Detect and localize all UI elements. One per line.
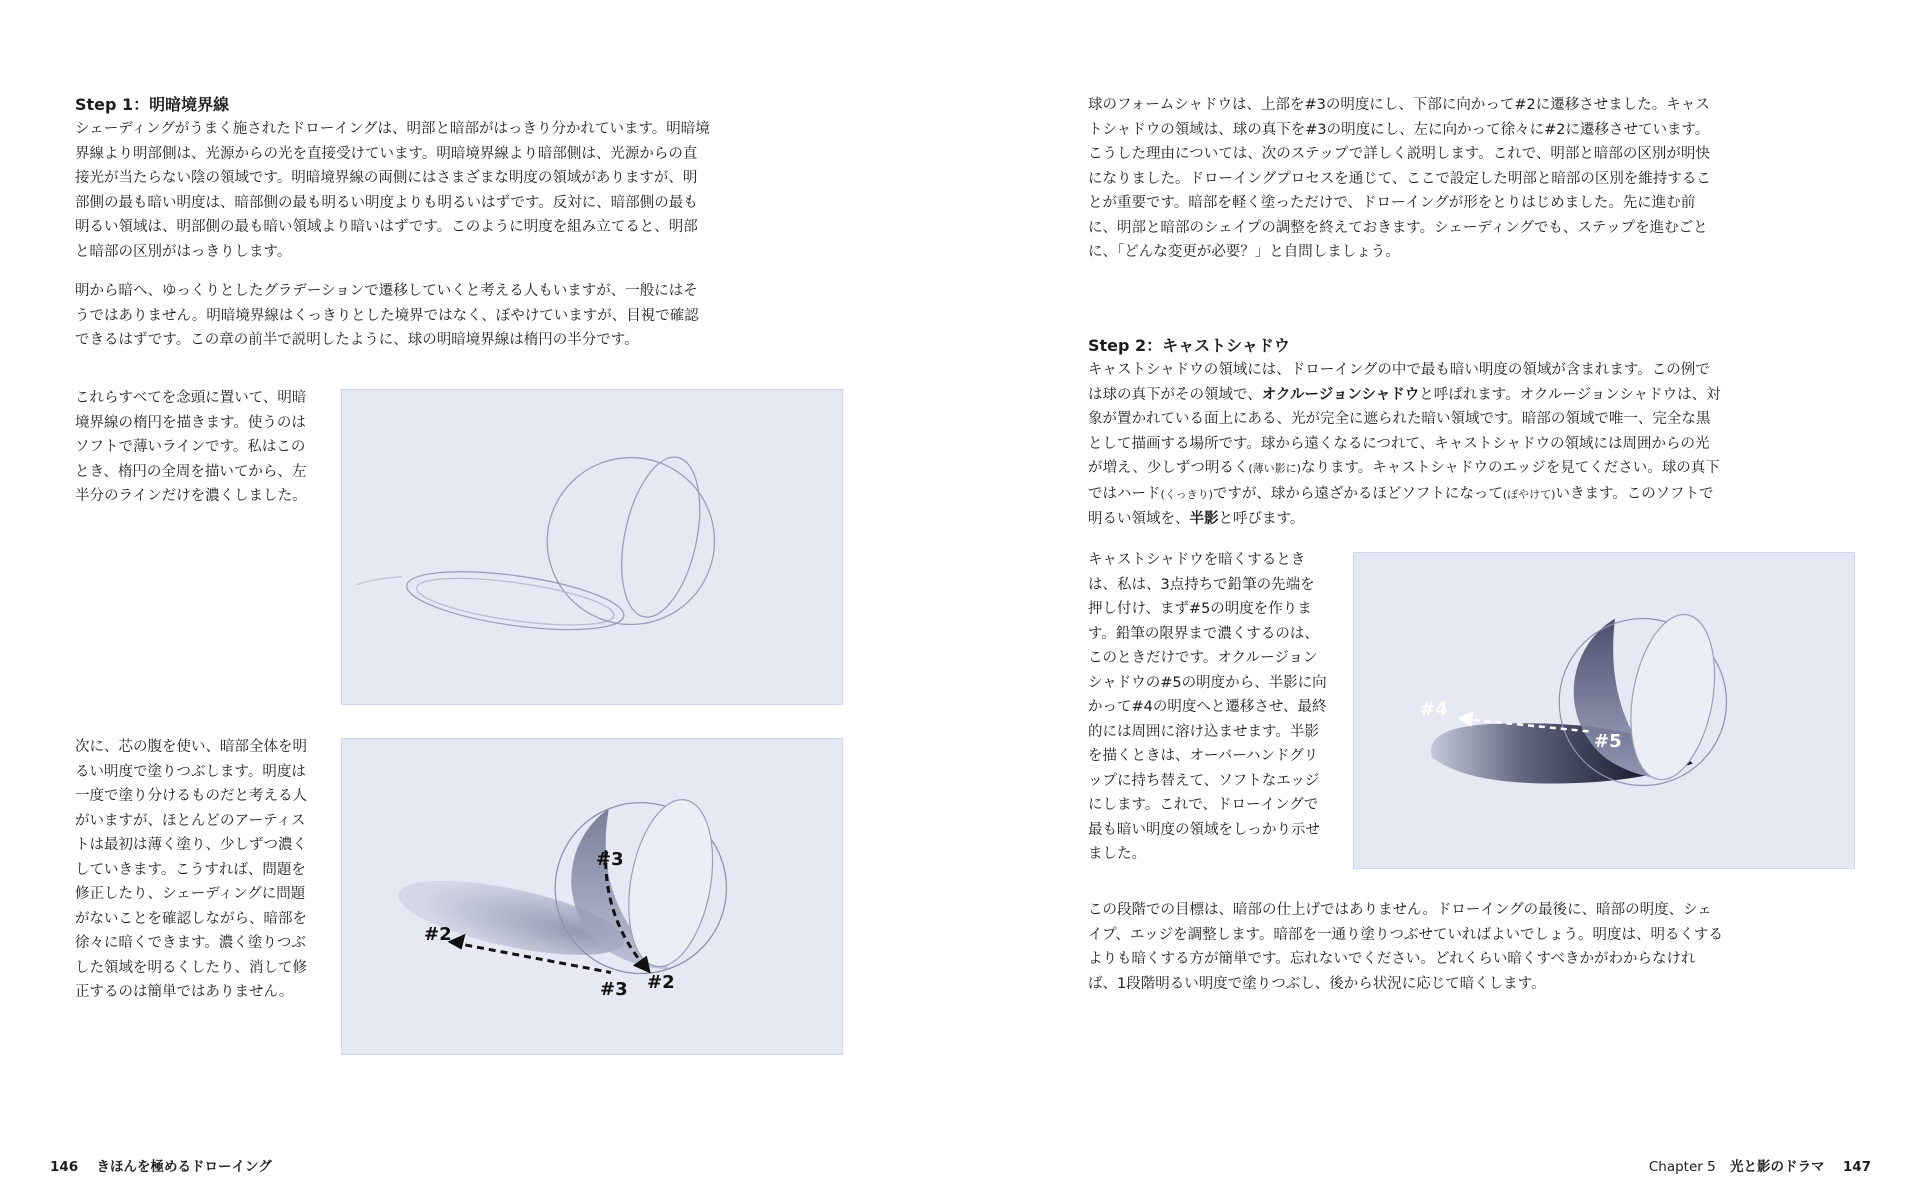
- step1-paragraph-2: 明から暗へ、ゆっくりとしたグラデーションで遷移していくと考える人もいますが、一般にはそうではありません。明暗境界線はくっきりとした境界ではなく、ぼやけていますが、目視で確認できるはずです。この章の前半で説明したように、球の明暗境界線は楕円の半分です。: [75, 283, 699, 348]
- step1-section: [75, 93, 710, 353]
- figure1-caption: これらすべてを念頭に置いて、明暗境界線の楕円を描きます。使うのはソフトで薄いラインです。私はこのとき、楕円の全周を描いてから、左半分のラインだけを濃くしました。: [75, 390, 307, 504]
- label-number-2-left: #2: [424, 924, 452, 945]
- label-number-4: #4: [1420, 699, 1448, 720]
- step2-paragraph: キャストシャドウの領域には、ドローイングの中で最も暗い明度の領域が含まれます。この例では球の真下がその領域で、オクルージョンシャドウと呼ばれます。オクルージョンシャドウは、対象が置かれている面上にある、光が完全に遮られた暗い領域です。暗部の領域で唯一、完全な黒として描画する場所です。球から遠くなるにつれて、キャストシャドウの領域には周囲からの光が増え、少しずつ明るく(薄い影に)なります。キャストシャドウのエッジを見てください。球の真下ではハード(くっきり)ですが、球から遠ざかるほどソフトになって(ぼやけて)いきます。このソフトで明るい領域を、半影と呼びます。: [1088, 362, 1721, 527]
- figure2-drawing: [342, 739, 842, 1054]
- intro-paragraph: 球のフォームシャドウは、上部を#3の明度にし、下部に向かって#2に遷移させました。キャストシャドウの領域は、球の真下を#3の明度にし、左に向かって徐々に#2に遷移させています。こうした理由については、次のステップで詳しく説明します。これで、明部と暗部の区別が明快になりました。ドローイングプロセスを通じて、ここで設定した明部と暗部の区別を維持することが重要です。暗部を軽く塗っただけで、ドローイングが形をとりはじめました。先に進む前に、明部と暗部のシェイプの調整を終えておきます。シェーディングでも、ステップを進むごとに、「どんな変更が必要？」と自問しましょう。: [1088, 97, 1711, 260]
- figure1-ellipse-sketch: [341, 389, 843, 705]
- sphere-outline: [547, 458, 714, 625]
- page-number-left: 146: [50, 1159, 79, 1175]
- book-title: きほんを極めるドローイング: [96, 1159, 272, 1175]
- step1-paragraph-1: シェーディングがうまく施されたドローイングは、明部と暗部がはっきり分かれています。明暗境界線より明部側は、光源からの光を直接受けています。明暗境界線より暗部側は、光源からの直接光が当たらない陰の領域です。明暗境界線の両側にはさまざまな明度の領域がありますが、明部側の最も暗い明度は、暗部側の最も明るい明度よりも明るいはずです。反対に、暗部側の最も明るい領域は、明部側の最も暗い領域より暗いはずです。このように明度を組み立てると、明部と暗部の区別がはっきりします。: [75, 121, 710, 260]
- figure3-caption: キャストシャドウを暗くするときは、私は、3点持ちで鉛筆の先端を押し付け、まず#5の明度を作ります。鉛筆の限界まで濃くするのは、このときだけです。オクルージョンシャドウの#5の明度から、半影に向かって#4の明度へと遷移させ、最終的には周囲に溶け込ませます。半影を描くときは、オーバーハンドグリップに持ち替えて、ソフトなエッジにします。これで、ドローイングで最も暗い明度の領域をしっかり示せました。: [1088, 552, 1327, 862]
- figure2-caption: 次に、芯の腹を使い、暗部全体を明るい明度で塗りつぶします。明度は一度で塗り分けるものだと考える人がいますが、ほとんどのアーティストは最初は薄く塗り、少しずつ濃くしていきます。こうすれば、問題を修正したり、シェーディングに問題がないことを確認しながら、暗部を徐々に暗くできます。濃く塗りつぶした領域を明るくしたり、消して修正するのは簡単ではありません。: [75, 739, 307, 1000]
- right-page: [956, 0, 1911, 1200]
- arrowhead-white: [1458, 711, 1474, 727]
- step2-section: [1088, 334, 1723, 532]
- label-number-3-top: #3: [596, 849, 624, 870]
- left-footer: [50, 1157, 272, 1177]
- term-occlusion-shadow: オクルージョンシャドウ: [1261, 386, 1420, 403]
- label-number-5: #5: [1594, 731, 1622, 752]
- chapter-label: Chapter 5: [1648, 1159, 1716, 1175]
- step2-heading: Step 2：キャストシャドウ: [1088, 336, 1290, 355]
- figure3-cast-shadow-sketch: [1353, 552, 1855, 869]
- term-penumbra: 半影: [1189, 511, 1219, 527]
- step1-heading: Step 1：明暗境界線: [75, 95, 230, 114]
- left-page: [0, 0, 955, 1200]
- closing-paragraph: この段階での目標は、暗部の仕上げではありません。ドローイングの最後に、暗部の明度、シェイプ、エッジを調整します。暗部を一通り塗りつぶせていればよいでしょう。明度は、明るくするよりも暗くする方が簡単です。忘れないでください。どれくらい暗くすべきかがわからなければ、1段階明るい明度で塗りつぶし、後から状況に応じて暗くします。: [1088, 902, 1723, 992]
- label-number-2-right: #2: [647, 972, 675, 993]
- chapter-title: 光と影のドラマ: [1730, 1159, 1825, 1175]
- figure1-drawing: [342, 390, 842, 704]
- figure2-value-sketch: [341, 738, 843, 1055]
- terminator-ellipse-outline: [609, 450, 713, 624]
- label-number-3-bottom: #3: [600, 979, 628, 1000]
- right-footer: [1649, 1157, 1871, 1177]
- page-number-right: 147: [1842, 1159, 1871, 1175]
